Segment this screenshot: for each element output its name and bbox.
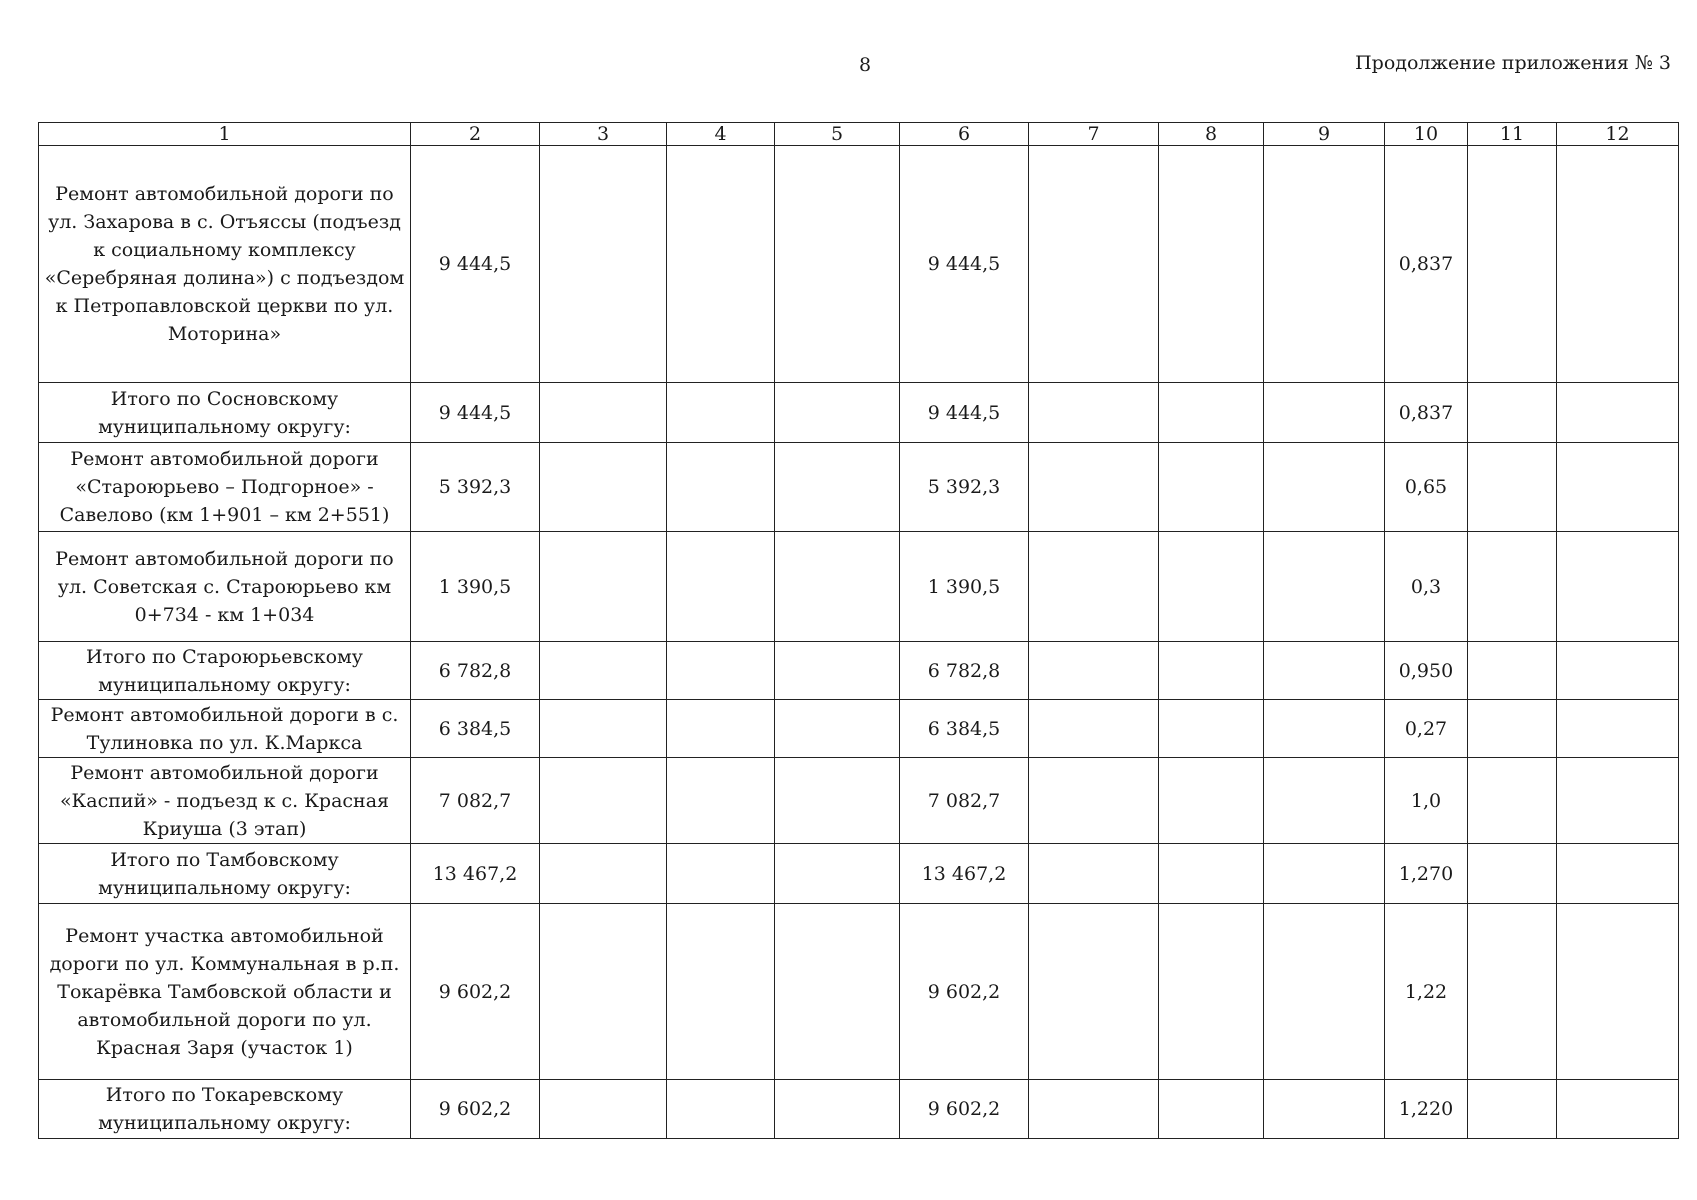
empty-cell (1264, 904, 1385, 1080)
value-cell-col2: 5 392,3 (411, 443, 540, 532)
value-cell-col2: 7 082,7 (411, 758, 540, 844)
value-cell-col6: 6 384,5 (900, 700, 1029, 758)
empty-cell (1557, 443, 1679, 532)
empty-cell (775, 146, 900, 383)
column-header: 3 (540, 123, 667, 146)
empty-cell (1557, 383, 1679, 443)
empty-cell (775, 642, 900, 700)
empty-cell (1029, 904, 1159, 1080)
empty-cell (1264, 758, 1385, 844)
work-description: Ремонт автомобильной дороги «Староюрьево – Подгорное» - Савелово (км 1+901 – км 2+551) (39, 443, 411, 532)
empty-cell (1029, 1080, 1159, 1139)
empty-cell (540, 443, 667, 532)
value-cell-col6: 13 467,2 (900, 844, 1029, 904)
column-header: 9 (1264, 123, 1385, 146)
total-label: Итого по Староюрьевскому муниципальному округу: (39, 642, 411, 700)
column-header: 1 (39, 123, 411, 146)
empty-cell (775, 844, 900, 904)
empty-cell (1264, 642, 1385, 700)
empty-cell (1029, 758, 1159, 844)
empty-cell (1468, 904, 1557, 1080)
empty-cell (775, 904, 900, 1080)
empty-cell (775, 443, 900, 532)
total-row (39, 383, 1679, 443)
empty-cell (1029, 383, 1159, 443)
column-header: 4 (667, 123, 775, 146)
value-cell-col10: 1,22 (1385, 904, 1468, 1080)
empty-cell (540, 700, 667, 758)
empty-cell (1468, 383, 1557, 443)
column-header: 5 (775, 123, 900, 146)
empty-cell (540, 642, 667, 700)
value-cell-col6: 9 602,2 (900, 1080, 1029, 1139)
table-row (39, 700, 1679, 758)
value-cell-col2: 9 444,5 (411, 383, 540, 443)
empty-cell (1159, 146, 1264, 383)
empty-cell (667, 844, 775, 904)
empty-cell (775, 700, 900, 758)
column-header: 10 (1385, 123, 1468, 146)
value-cell-col2: 13 467,2 (411, 844, 540, 904)
empty-cell (1029, 700, 1159, 758)
empty-cell (1557, 844, 1679, 904)
empty-cell (1468, 1080, 1557, 1139)
empty-cell (540, 1080, 667, 1139)
empty-cell (1029, 532, 1159, 642)
empty-cell (540, 383, 667, 443)
value-cell-col10: 0,837 (1385, 383, 1468, 443)
empty-cell (667, 700, 775, 758)
value-cell-col6: 9 444,5 (900, 146, 1029, 383)
empty-cell (1029, 146, 1159, 383)
column-header: 8 (1159, 123, 1264, 146)
empty-cell (1264, 443, 1385, 532)
empty-cell (1468, 443, 1557, 532)
empty-cell (540, 844, 667, 904)
work-description: Ремонт автомобильной дороги по ул. Захарова в с. Отъяссы (подъезд к социальному комплексу «Серебряная долина») с подъездом к Петропавловской церкви по ул. Моторина» (39, 146, 411, 383)
empty-cell (667, 904, 775, 1080)
empty-cell (1159, 443, 1264, 532)
work-description: Ремонт автомобильной дороги в с. Тулиновка по ул. К.Маркса (39, 700, 411, 758)
empty-cell (1468, 844, 1557, 904)
empty-cell (1159, 758, 1264, 844)
work-description: Ремонт участка автомобильной дороги по ул. Коммунальная в р.п. Токарёвка Тамбовской области и автомобильной дороги по ул. Красная Заря (участок 1) (39, 904, 411, 1080)
column-header: 11 (1468, 123, 1557, 146)
value-cell-col2: 1 390,5 (411, 532, 540, 642)
column-number-row (39, 123, 1679, 146)
work-description: Ремонт автомобильной дороги «Каспий» - подъезд к с. Красная Криуша (3 этап) (39, 758, 411, 844)
total-row (39, 642, 1679, 700)
empty-cell (667, 1080, 775, 1139)
value-cell-col6: 1 390,5 (900, 532, 1029, 642)
empty-cell (1159, 532, 1264, 642)
empty-cell (1159, 904, 1264, 1080)
empty-cell (1557, 642, 1679, 700)
empty-cell (1468, 532, 1557, 642)
empty-cell (540, 146, 667, 383)
empty-cell (1029, 642, 1159, 700)
empty-cell (775, 758, 900, 844)
empty-cell (1029, 443, 1159, 532)
value-cell-col2: 6 384,5 (411, 700, 540, 758)
table-row (39, 904, 1679, 1080)
empty-cell (667, 758, 775, 844)
empty-cell (775, 383, 900, 443)
value-cell-col6: 7 082,7 (900, 758, 1029, 844)
value-cell-col6: 9 602,2 (900, 904, 1029, 1080)
empty-cell (1264, 844, 1385, 904)
empty-cell (667, 443, 775, 532)
value-cell-col6: 5 392,3 (900, 443, 1029, 532)
value-cell-col10: 0,3 (1385, 532, 1468, 642)
empty-cell (667, 532, 775, 642)
table-row (39, 443, 1679, 532)
value-cell-col10: 1,270 (1385, 844, 1468, 904)
value-cell-col10: 1,220 (1385, 1080, 1468, 1139)
empty-cell (1264, 146, 1385, 383)
appendix-continuation-note: Продолжение приложения № 3 (1355, 52, 1671, 74)
empty-cell (1159, 383, 1264, 443)
total-label: Итого по Токаревскому муниципальному округу: (39, 1080, 411, 1139)
value-cell-col10: 1,0 (1385, 758, 1468, 844)
empty-cell (667, 146, 775, 383)
empty-cell (1264, 1080, 1385, 1139)
value-cell-col6: 6 782,8 (900, 642, 1029, 700)
value-cell-col10: 0,837 (1385, 146, 1468, 383)
empty-cell (667, 642, 775, 700)
empty-cell (775, 532, 900, 642)
empty-cell (1557, 904, 1679, 1080)
empty-cell (540, 758, 667, 844)
column-header: 6 (900, 123, 1029, 146)
empty-cell (667, 383, 775, 443)
empty-cell (1557, 758, 1679, 844)
empty-cell (1557, 1080, 1679, 1139)
empty-cell (775, 1080, 900, 1139)
value-cell-col2: 9 444,5 (411, 146, 540, 383)
value-cell-col2: 9 602,2 (411, 904, 540, 1080)
empty-cell (1159, 1080, 1264, 1139)
value-cell-col2: 9 602,2 (411, 1080, 540, 1139)
total-label: Итого по Тамбовскому муниципальному округу: (39, 844, 411, 904)
value-cell-col10: 0,950 (1385, 642, 1468, 700)
value-cell-col10: 0,65 (1385, 443, 1468, 532)
empty-cell (1557, 532, 1679, 642)
empty-cell (1557, 700, 1679, 758)
value-cell-col10: 0,27 (1385, 700, 1468, 758)
empty-cell (1557, 146, 1679, 383)
empty-cell (1468, 146, 1557, 383)
total-row (39, 1080, 1679, 1139)
page-number: 8 (858, 54, 872, 76)
empty-cell (1468, 642, 1557, 700)
empty-cell (1159, 844, 1264, 904)
empty-cell (1264, 532, 1385, 642)
table-row (39, 532, 1679, 642)
empty-cell (1029, 844, 1159, 904)
column-header: 2 (411, 123, 540, 146)
empty-cell (540, 532, 667, 642)
empty-cell (1264, 383, 1385, 443)
total-row (39, 844, 1679, 904)
empty-cell (1159, 642, 1264, 700)
empty-cell (1468, 758, 1557, 844)
column-header: 7 (1029, 123, 1159, 146)
value-cell-col2: 6 782,8 (411, 642, 540, 700)
work-description: Ремонт автомобильной дороги по ул. Советская с. Староюрьево км 0+734 - км 1+034 (39, 532, 411, 642)
empty-cell (1159, 700, 1264, 758)
empty-cell (1468, 700, 1557, 758)
table-row (39, 758, 1679, 844)
empty-cell (1264, 700, 1385, 758)
appendix-table (38, 122, 1679, 1139)
value-cell-col6: 9 444,5 (900, 383, 1029, 443)
table-row (39, 146, 1679, 383)
column-header: 12 (1557, 123, 1679, 146)
empty-cell (540, 904, 667, 1080)
total-label: Итого по Сосновскому муниципальному округу: (39, 383, 411, 443)
